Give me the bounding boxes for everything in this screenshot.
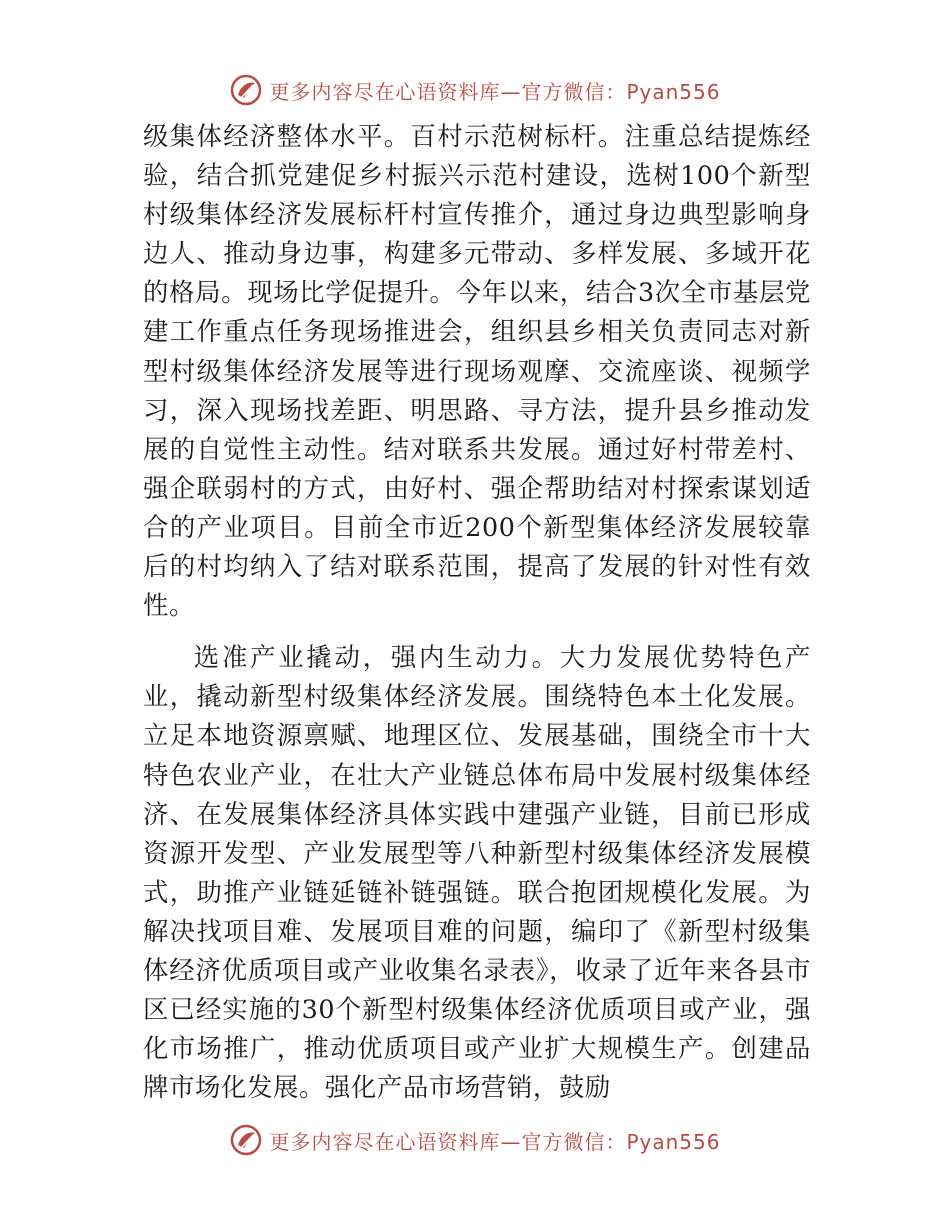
paragraph: 选准产业撬动，强内生动力。大力发展优势特色产业，撬动新型村级集体经济发展。围绕特色本土化发展。立足本地资源禀赋、地理区位、发展基础，围绕全市十大特色农业产业，在壮大产业链总体布局中发展村级集体经济、在发展集体经济具体实践中建强产业链，目前已形成资源开发型、产业发展型等八种新型村级集体经济发展模式，助推产业链延链补链强链。联合抱团规模化发展。为解决找项目难、发展项目难的问题，编印了《新型村级集体经济优质项目或产业收集名录表》，收录了近年来各县市区已经实施的30个新型村级集体经济优质项目或产业，强化市场推广，推动优质项目或产业扩大规模生产。创建品牌市场化发展。强化产品市场营销，鼓励 [143,642,811,1103]
paragraph: 级集体经济整体水平。百村示范树标杆。注重总结提炼经验，结合抓党建促乡村振兴示范村建设，选树100个新型村级集体经济发展标杆村宣传推介，通过身边典型影响身边人、推动身边事，构建多元带动、多样发展、多域开花的格局。现场比学促提升。今年以来，结合3次全市基层党建工作重点任务现场推进会，组织县乡相关负责同志对新型村级集体经济发展等进行现场观摩、交流座谈、视频学习，深入现场找差距、明思路、寻方法，提升县乡推动发展的自觉性主动性。结对联系共发展。通过好村带差村、强企联弱村的方式，由好村、强企帮助结对村探索谋划适合的产业项目。目前全市近200个新型集体经济发展较靠后的村均纳入了结对联系范围，提高了发展的针对性有效性。 [143,121,811,621]
logo-icon [229,73,263,107]
header-watermark-banner [0,70,950,110]
logo-icon [229,1123,263,1157]
watermark-text: 更多内容尽在心语资料库—官方微信：Pyan556 [269,1129,721,1154]
document-body [143,117,811,1107]
watermark-text: 更多内容尽在心语资料库—官方微信：Pyan556 [269,79,721,104]
footer-watermark-banner [0,1120,950,1160]
